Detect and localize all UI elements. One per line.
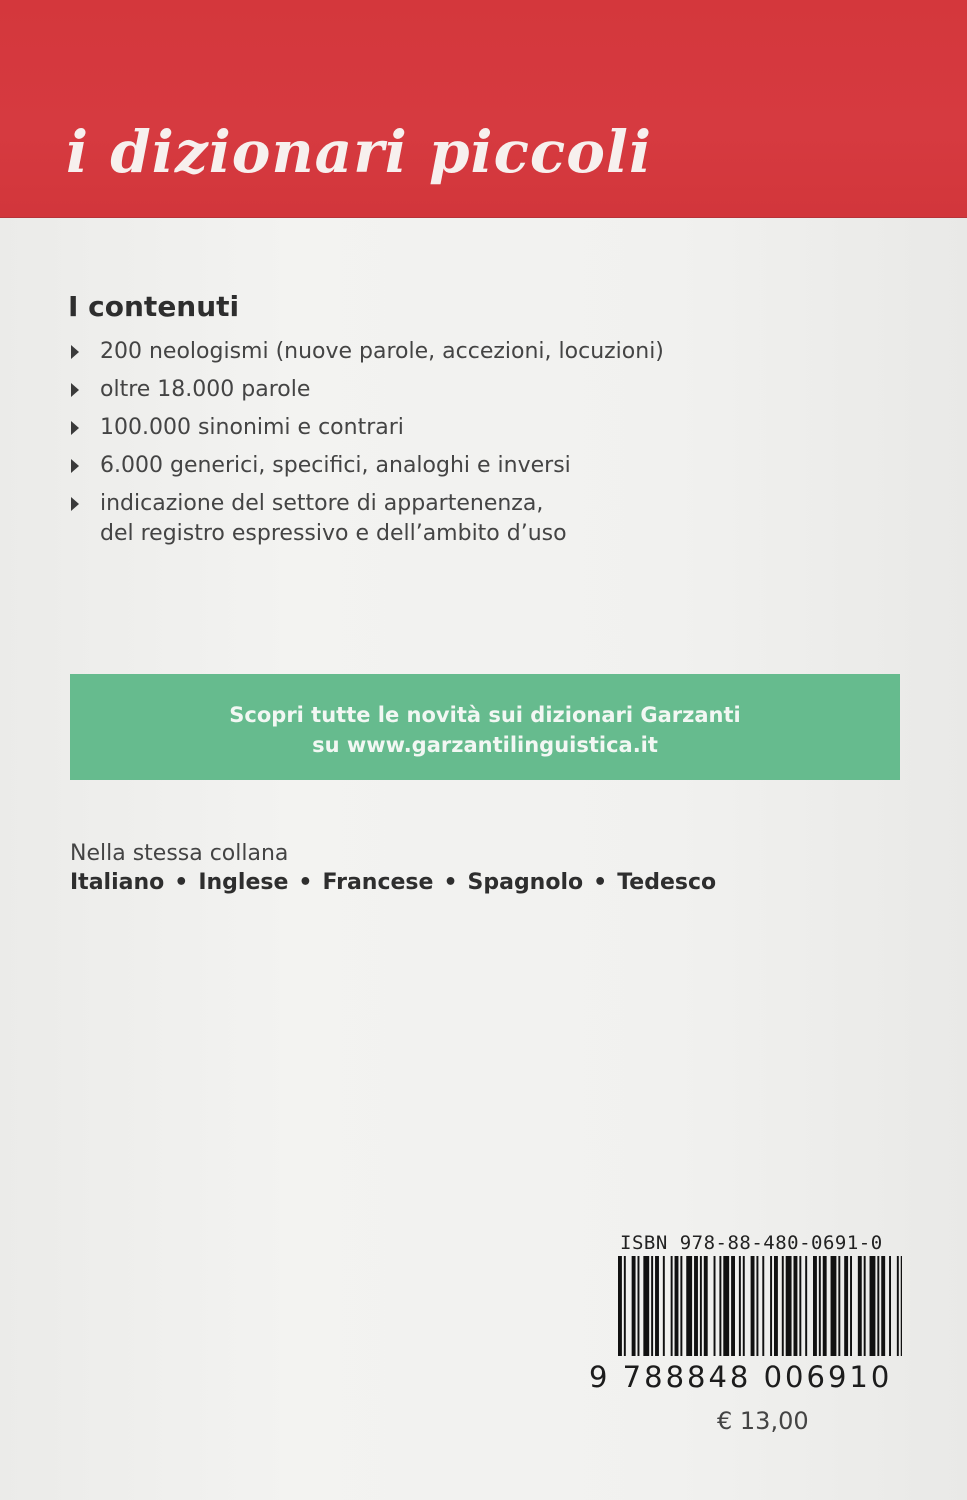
barcode-bar xyxy=(638,1256,640,1356)
barcode-bar xyxy=(671,1256,673,1356)
barcode-bar xyxy=(663,1256,665,1356)
feature-text: indicazione del settore di appartenenza, xyxy=(100,491,544,516)
barcode-bar xyxy=(694,1256,698,1356)
barcode-bar xyxy=(838,1256,840,1356)
barcode-bar xyxy=(786,1256,792,1356)
barcode-bar xyxy=(844,1256,848,1356)
feature-text: 200 neologismi (nuove parole, accezioni, locuzioni) xyxy=(100,339,664,364)
triangle-bullet-icon xyxy=(71,383,79,397)
separator-dot: • xyxy=(593,870,608,895)
series-label: Nella stessa collana xyxy=(70,841,289,866)
barcode-bar xyxy=(901,1256,902,1356)
barcode-bar xyxy=(675,1256,679,1356)
barcode-bar xyxy=(774,1256,778,1356)
barcode-bar xyxy=(686,1256,692,1356)
barcode-bar xyxy=(819,1256,821,1356)
barcode-bar xyxy=(782,1256,784,1356)
triangle-bullet-icon xyxy=(71,421,79,435)
separator-dot: • xyxy=(443,870,458,895)
header-band xyxy=(0,0,967,218)
barcode-bar xyxy=(858,1256,862,1356)
barcode xyxy=(618,1256,902,1356)
language-item: Italiano xyxy=(70,870,165,895)
barcode-bar xyxy=(704,1256,708,1356)
feature-text: 6.000 generici, specifici, analoghi e inversi xyxy=(100,453,571,478)
triangle-bullet-icon xyxy=(71,497,79,511)
list-item xyxy=(68,489,888,549)
list-item xyxy=(68,375,888,405)
barcode-bar xyxy=(731,1256,735,1356)
barcode-bar xyxy=(850,1256,852,1356)
barcode-bar xyxy=(651,1256,653,1356)
triangle-bullet-icon xyxy=(71,459,79,473)
feature-text: 100.000 sinonimi e contrari xyxy=(100,415,404,440)
triangle-bullet-icon xyxy=(71,345,79,359)
barcode-bar xyxy=(831,1256,837,1356)
language-item: Francese xyxy=(322,870,434,895)
barcode-bar xyxy=(723,1256,729,1356)
barcode-bar xyxy=(751,1256,755,1356)
barcode-bar xyxy=(762,1256,764,1356)
language-item: Tedesco xyxy=(617,870,717,895)
isbn-text: ISBN 978-88-480-0691-0 xyxy=(620,1232,883,1254)
barcode-digits: 9 788848 006910 xyxy=(589,1360,893,1394)
promo-box xyxy=(70,674,900,780)
price: € 13,00 xyxy=(717,1407,809,1435)
barcode-bar xyxy=(643,1256,649,1356)
features-list xyxy=(68,337,888,557)
barcode-bar xyxy=(700,1256,702,1356)
barcode-bar xyxy=(881,1256,885,1356)
separator-dot: • xyxy=(298,870,313,895)
barcode-bar xyxy=(719,1256,721,1356)
barcode-bar xyxy=(877,1256,879,1356)
feature-text-continued: del registro espressivo e dell’ambito d’uso xyxy=(100,521,567,546)
barcode-bar xyxy=(813,1256,817,1356)
languages-list xyxy=(70,870,716,895)
barcode-bar xyxy=(624,1256,626,1356)
barcode-bar xyxy=(897,1256,899,1356)
barcode-bar xyxy=(794,1256,798,1356)
list-item xyxy=(68,451,888,481)
series-title: i dizionari piccoli xyxy=(66,118,652,186)
barcode-bar xyxy=(756,1256,758,1356)
list-item xyxy=(68,337,888,367)
barcode-bar xyxy=(799,1256,801,1356)
barcode-bar xyxy=(743,1256,745,1356)
barcode-bar xyxy=(889,1256,891,1356)
promo-text: Scopri tutte le novità sui dizionari Garzanti xyxy=(229,703,741,727)
feature-text: oltre 18.000 parole xyxy=(100,377,311,402)
barcode-bar xyxy=(680,1256,682,1356)
barcode-bar xyxy=(823,1256,827,1356)
barcode-bar xyxy=(864,1256,866,1356)
language-item: Inglese xyxy=(198,870,289,895)
barcode-bar xyxy=(870,1256,876,1356)
barcode-bar xyxy=(805,1256,807,1356)
barcode-bar xyxy=(739,1256,741,1356)
barcode-bar xyxy=(632,1256,636,1356)
barcode-icon xyxy=(618,1256,902,1356)
barcode-bar xyxy=(618,1256,622,1356)
separator-dot: • xyxy=(174,870,189,895)
promo-url-text: su www.garzantilinguistica.it xyxy=(312,733,658,757)
language-item: Spagnolo xyxy=(467,870,584,895)
barcode-bar xyxy=(714,1256,716,1356)
barcode-bar xyxy=(655,1256,659,1356)
barcode-bar xyxy=(770,1256,772,1356)
list-item xyxy=(68,413,888,443)
contents-heading: I contenuti xyxy=(68,290,240,323)
